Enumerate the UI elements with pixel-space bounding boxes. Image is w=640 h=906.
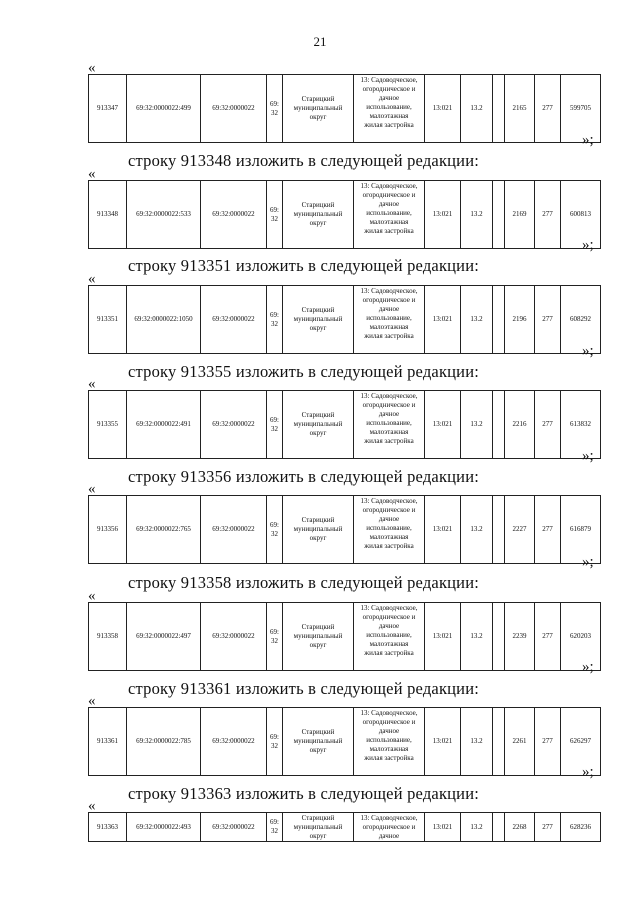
open-quote: « (88, 693, 96, 709)
group-cell: 277 (535, 603, 561, 671)
factor-cell: 13.2 (461, 286, 493, 354)
factor-cell: 13.2 (461, 603, 493, 671)
region-code-cell: 69: 32 (267, 181, 283, 249)
cadastral-quarter-cell: 69:32:0000022 (201, 75, 267, 143)
amendment-heading: строку 913358 изложить в следующей редакции: (128, 573, 480, 592)
region-code-cell: 69: 32 (267, 496, 283, 564)
factor-cell: 13.2 (461, 391, 493, 459)
cadastral-quarter-cell: 69:32:0000022 (201, 391, 267, 459)
row-number-cell: 913348 (89, 181, 127, 249)
group-cell: 277 (535, 75, 561, 143)
cadastral-number-cell: 69:32:0000022:491 (127, 391, 201, 459)
cadastral-number-cell: 69:32:0000022:765 (127, 496, 201, 564)
empty-cell (493, 181, 505, 249)
cadastral-number-cell: 69:32:0000022:497 (127, 603, 201, 671)
row-number-cell: 913361 (89, 708, 127, 776)
land-use-category-cell: 13: Садоводческое, огородническое и дачное (354, 813, 425, 842)
category-code-cell: 13:021 (425, 75, 461, 143)
registry-table (88, 180, 601, 249)
district-cell: Старицкий муниципальный округ (283, 813, 354, 842)
empty-cell (493, 813, 505, 842)
registry-table (88, 74, 601, 143)
land-use-category-cell: 13: Садоводческое, огородническое и дачное использование, малоэтажная жилая застройка (354, 708, 425, 776)
open-quote: « (88, 588, 96, 604)
sequence-cell: 2268 (505, 813, 535, 842)
value-cell: 613832 (561, 391, 601, 459)
group-cell: 277 (535, 286, 561, 354)
region-code-cell: 69: 32 (267, 286, 283, 354)
amendment-heading: строку 913351 изложить в следующей редакции: (128, 256, 480, 275)
district-cell: Старицкий муниципальный округ (283, 391, 354, 459)
value-cell: 608292 (561, 286, 601, 354)
district-cell: Старицкий муниципальный округ (283, 603, 354, 671)
close-quote: »; (582, 237, 594, 253)
sequence-cell: 2169 (505, 181, 535, 249)
open-quote: « (88, 798, 96, 814)
group-cell: 277 (535, 708, 561, 776)
registry-table (88, 602, 601, 671)
row-number-cell: 913351 (89, 286, 127, 354)
table-row (89, 603, 601, 671)
cadastral-number-cell: 69:32:0000022:533 (127, 181, 201, 249)
group-cell: 277 (535, 181, 561, 249)
empty-cell (493, 391, 505, 459)
amendment-heading: строку 913363 изложить в следующей редакции: (128, 784, 480, 803)
category-code-cell: 13:021 (425, 603, 461, 671)
value-cell: 616879 (561, 496, 601, 564)
category-code-cell: 13:021 (425, 708, 461, 776)
empty-cell (493, 708, 505, 776)
sequence-cell: 2216 (505, 391, 535, 459)
district-cell: Старицкий муниципальный округ (283, 286, 354, 354)
table-row (89, 181, 601, 249)
row-number-cell: 913356 (89, 496, 127, 564)
district-cell: Старицкий муниципальный округ (283, 181, 354, 249)
category-code-cell: 13:021 (425, 496, 461, 564)
registry-table (88, 495, 601, 564)
region-code-cell: 69: 32 (267, 813, 283, 842)
table-row (89, 708, 601, 776)
value-cell: 599705 (561, 75, 601, 143)
category-code-cell: 13:021 (425, 286, 461, 354)
table-row (89, 813, 601, 842)
sequence-cell: 2165 (505, 75, 535, 143)
registry-table (88, 707, 601, 776)
factor-cell: 13.2 (461, 813, 493, 842)
region-code-cell: 69: 32 (267, 391, 283, 459)
amendment-heading: строку 913348 изложить в следующей редакции: (128, 151, 480, 170)
category-code-cell: 13:021 (425, 391, 461, 459)
sequence-cell: 2239 (505, 603, 535, 671)
close-quote: »; (582, 448, 594, 464)
factor-cell: 13.2 (461, 75, 493, 143)
registry-table (88, 812, 601, 842)
row-number-cell: 913358 (89, 603, 127, 671)
open-quote: « (88, 481, 96, 497)
empty-cell (493, 496, 505, 564)
empty-cell (493, 286, 505, 354)
cadastral-number-cell: 69:32:0000022:499 (127, 75, 201, 143)
open-quote: « (88, 271, 96, 287)
close-quote: »; (582, 659, 594, 675)
cadastral-number-cell: 69:32:0000022:785 (127, 708, 201, 776)
group-cell: 277 (535, 813, 561, 842)
row-number-cell: 913355 (89, 391, 127, 459)
cadastral-quarter-cell: 69:32:0000022 (201, 708, 267, 776)
value-cell: 628236 (561, 813, 601, 842)
sequence-cell: 2261 (505, 708, 535, 776)
land-use-category-cell: 13: Садоводческое, огородническое и дачное использование, малоэтажная жилая застройка (354, 496, 425, 564)
empty-cell (493, 75, 505, 143)
registry-table (88, 390, 601, 459)
factor-cell: 13.2 (461, 181, 493, 249)
cadastral-quarter-cell: 69:32:0000022 (201, 286, 267, 354)
row-number-cell: 913363 (89, 813, 127, 842)
close-quote: »; (582, 764, 594, 780)
land-use-category-cell: 13: Садоводческое, огородническое и дачное использование, малоэтажная жилая застройка (354, 75, 425, 143)
open-quote: « (88, 376, 96, 392)
cadastral-number-cell: 69:32:0000022:493 (127, 813, 201, 842)
cadastral-quarter-cell: 69:32:0000022 (201, 813, 267, 842)
region-code-cell: 69: 32 (267, 708, 283, 776)
value-cell: 620203 (561, 603, 601, 671)
factor-cell: 13.2 (461, 496, 493, 564)
region-code-cell: 69: 32 (267, 75, 283, 143)
page-number: 21 (313, 34, 327, 49)
category-code-cell: 13:021 (425, 181, 461, 249)
category-code-cell: 13:021 (425, 813, 461, 842)
group-cell: 277 (535, 496, 561, 564)
cadastral-quarter-cell: 69:32:0000022 (201, 603, 267, 671)
cadastral-number-cell: 69:32:0000022:1050 (127, 286, 201, 354)
row-number-cell: 913347 (89, 75, 127, 143)
value-cell: 600813 (561, 181, 601, 249)
close-quote: »; (582, 132, 594, 148)
amendment-heading: строку 913356 изложить в следующей редакции: (128, 467, 480, 486)
table-row (89, 286, 601, 354)
land-use-category-cell: 13: Садоводческое, огородническое и дачное использование, малоэтажная жилая застройка (354, 181, 425, 249)
sequence-cell: 2196 (505, 286, 535, 354)
district-cell: Старицкий муниципальный округ (283, 496, 354, 564)
land-use-category-cell: 13: Садоводческое, огородническое и дачное использование, малоэтажная жилая застройка (354, 391, 425, 459)
land-use-category-cell: 13: Садоводческое, огородническое и дачное использование, малоэтажная жилая застройка (354, 603, 425, 671)
region-code-cell: 69: 32 (267, 603, 283, 671)
value-cell: 626297 (561, 708, 601, 776)
table-row (89, 75, 601, 143)
district-cell: Старицкий муниципальный округ (283, 708, 354, 776)
open-quote: « (88, 60, 96, 76)
sequence-cell: 2227 (505, 496, 535, 564)
open-quote: « (88, 166, 96, 182)
group-cell: 277 (535, 391, 561, 459)
close-quote: »; (582, 554, 594, 570)
amendment-heading: строку 913361 изложить в следующей редакции: (128, 679, 480, 698)
land-use-category-cell: 13: Садоводческое, огородническое и дачное использование, малоэтажная жилая застройка (354, 286, 425, 354)
table-row (89, 391, 601, 459)
district-cell: Старицкий муниципальный округ (283, 75, 354, 143)
cadastral-quarter-cell: 69:32:0000022 (201, 181, 267, 249)
registry-table (88, 285, 601, 354)
table-row (89, 496, 601, 564)
cadastral-quarter-cell: 69:32:0000022 (201, 496, 267, 564)
amendment-heading: строку 913355 изложить в следующей редакции: (128, 362, 480, 381)
factor-cell: 13.2 (461, 708, 493, 776)
empty-cell (493, 603, 505, 671)
close-quote: »; (582, 343, 594, 359)
